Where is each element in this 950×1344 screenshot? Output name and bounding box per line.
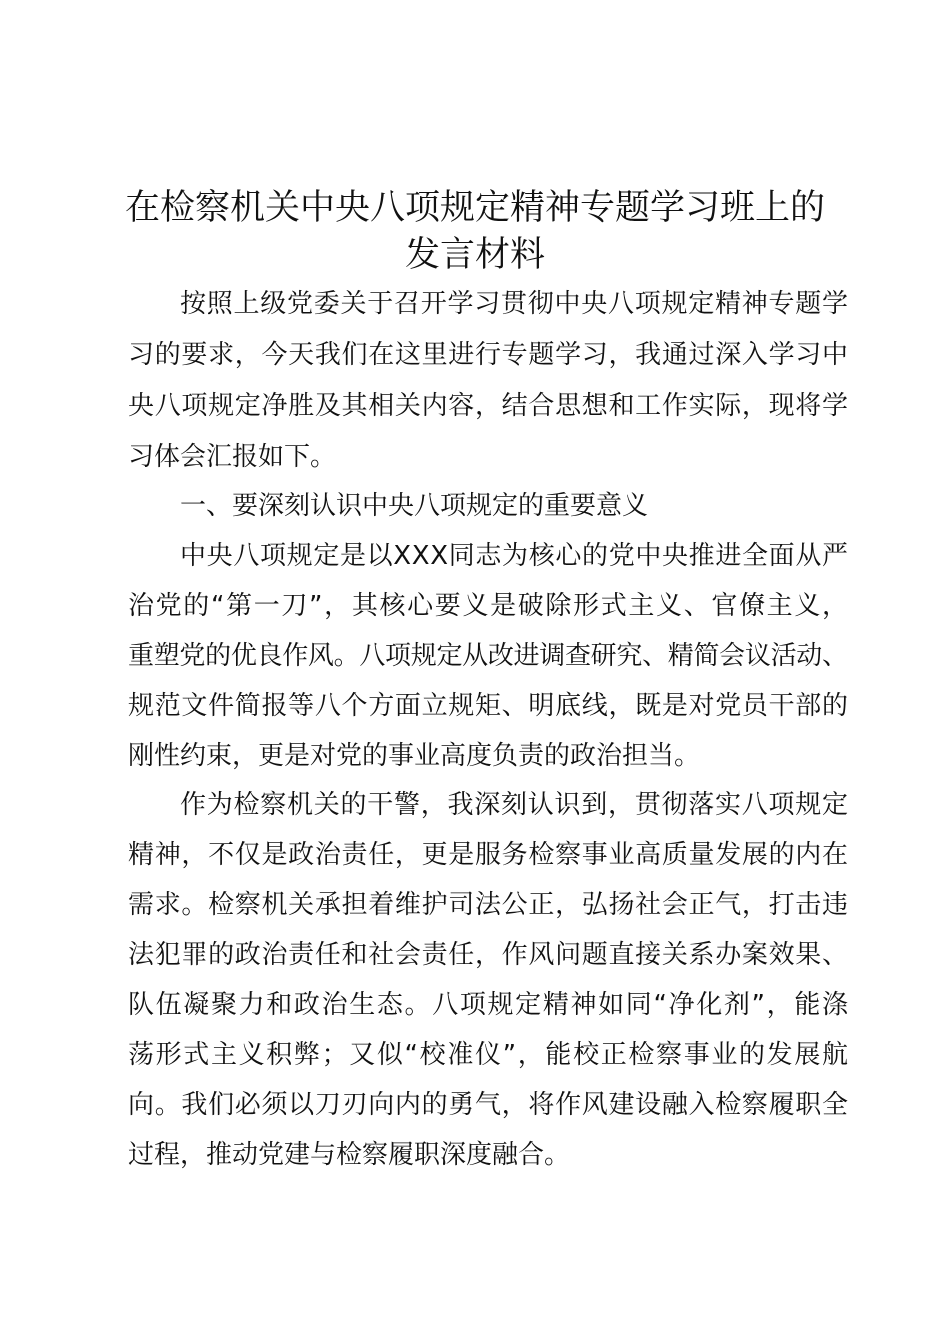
- paragraph-line: 精神，不仅是政治责任，更是服务检察事业高质量发展的内在: [128, 840, 849, 870]
- paragraph-line: 荡形式主义积弊；又似“校准仪”，能校正检察事业的发展航: [128, 1040, 850, 1070]
- document-title-line-2: 发言材料: [404, 235, 545, 275]
- section-heading: 一、要深刻认识中央八项规定的重要意义: [180, 491, 649, 521]
- paragraph-line: 治党的“第一刀”，其核心要义是破除形式主义、官僚主义，: [128, 591, 850, 621]
- paragraph-line: 重塑党的优良作风。八项规定从改进调查研究、精简会议活动、: [128, 641, 848, 671]
- paragraph-line: 向。我们必须以刀刃向内的勇气，将作风建设融入检察履职全: [128, 1090, 849, 1120]
- paragraph-line: 队伍凝聚力和政治生态。八项规定精神如同“净化剂”，能涤: [128, 990, 850, 1020]
- paragraph-line: 习体会汇报如下。: [128, 442, 337, 472]
- paragraph-line: 按照上级党委关于召开学习贯彻中央八项规定精神专题学: [180, 289, 849, 319]
- paragraph-line: 作为检察机关的干警，我深刻认识到，贯彻落实八项规定: [180, 790, 849, 820]
- paragraph-line: 央八项规定净胜及其相关内容，结合思想和工作实际，现将学: [128, 391, 849, 421]
- document-title-line-1: 在检察机关中央八项规定精神专题学习班上的: [124, 188, 825, 228]
- paragraph-line: 刚性约束，更是对党的事业高度负责的政治担当。: [128, 741, 701, 771]
- paragraph-line: 中央八项规定是以XXX同志为核心的党中央推进全面从严: [180, 541, 849, 571]
- paragraph-line: 习的要求，今天我们在这里进行专题学习，我通过深入学习中: [128, 340, 849, 370]
- paragraph-line: 过程，推动党建与检察履职深度融合。: [128, 1140, 571, 1170]
- paragraph-line: 法犯罪的政治责任和社会责任，作风问题直接关系办案效果、: [128, 940, 849, 970]
- paragraph-line: 规范文件简报等八个方面立规矩、明底线，既是对党员干部的: [128, 691, 849, 721]
- paragraph-line: 需求。检察机关承担着维护司法公正，弘扬社会正气，打击违: [128, 890, 849, 920]
